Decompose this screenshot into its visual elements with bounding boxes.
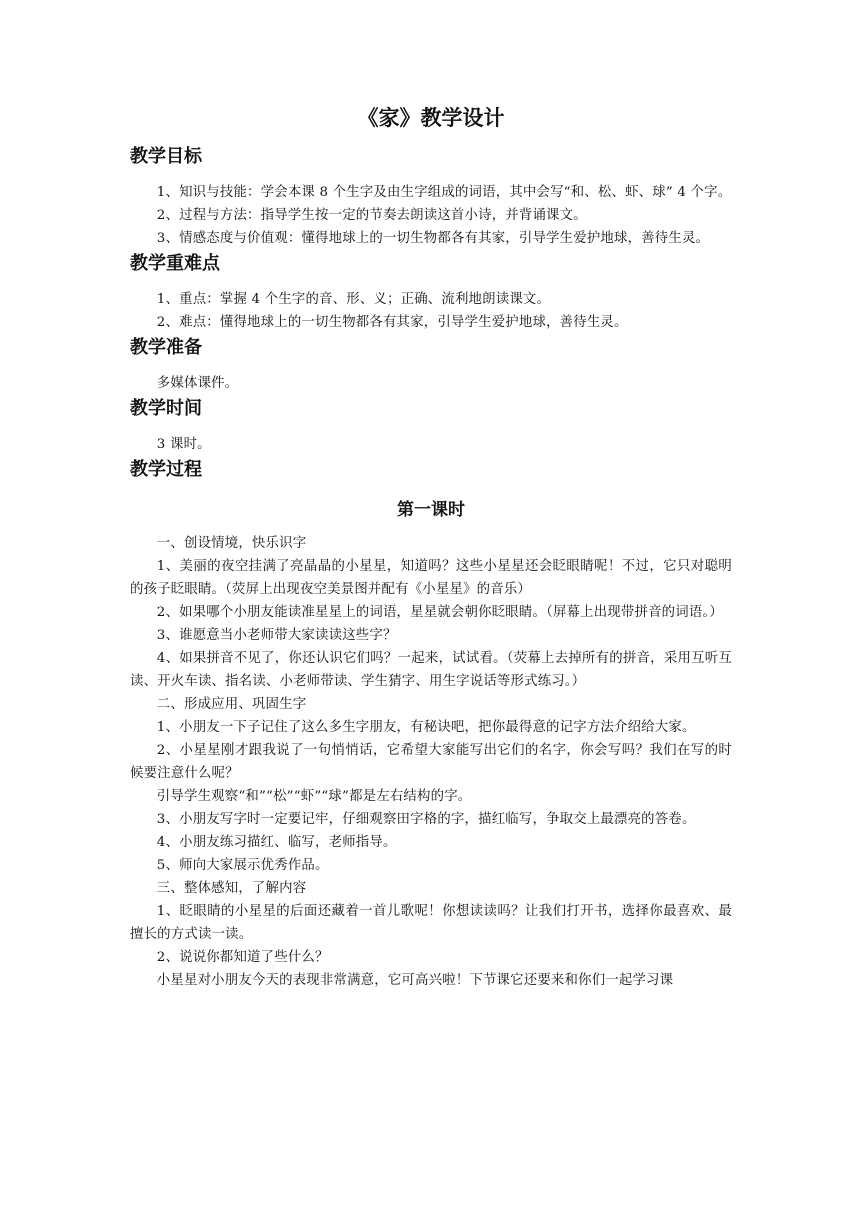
section-heading: 教学时间 xyxy=(130,398,202,419)
lesson-body xyxy=(130,532,732,992)
paragraph: 三、整体感知，了解内容 xyxy=(156,881,307,896)
paragraph: 二、形成应用、巩固生字 xyxy=(156,697,307,712)
paragraph: 2、小星星刚才跟我说了一句悄悄话，它希望大家能写出它们的名字，你会写吗？我们在写的时候要注意什么呢？ xyxy=(130,743,732,781)
paragraph: 引导学生观察“和”“松”“虾”“球”都是左右结构的字。 xyxy=(156,789,472,804)
paragraph: 3、谁愿意当小老师带大家读读这些字？ xyxy=(156,628,397,643)
paragraph: 4、小朋友练习描红、临写，老师指导。 xyxy=(156,835,397,850)
paragraph: 一、创设情境，快乐识字 xyxy=(156,536,307,551)
section-heading: 教学准备 xyxy=(130,337,202,358)
paragraph: 3、情感态度与价值观：懂得地球上的一切生物都各有其家，引导学生爱护地球，善待生灵。 xyxy=(156,231,710,246)
paragraph: 1、眨眼睛的小星星的后面还藏着一首儿歌呢！你想读读吗？让我们打开书，选择你最喜欢、最擅长的方式读一读。 xyxy=(130,904,732,942)
paragraph: 2、难点：懂得地球上的一切生物都各有其家，引导学生爱护地球，善待生灵。 xyxy=(156,315,628,330)
section-key-points xyxy=(130,250,732,334)
paragraph: 3 课时。 xyxy=(156,437,211,452)
paragraph: 2、说说你都知道了些什么？ xyxy=(156,950,329,965)
section-objectives xyxy=(130,143,732,250)
paragraph: 3、小朋友写字时一定要记牢，仔细观察田字格的字，描红临写，争取交上最漂亮的答卷。 xyxy=(156,812,696,827)
paragraph: 1、美丽的夜空挂满了亮晶晶的小星星，知道吗？这些小星星还会眨眼睛呢！不过，它只对聪明的孩子眨眼睛。（荧屏上出现夜空美景图并配有《小星星》的音乐） xyxy=(130,559,732,597)
paragraph: 2、过程与方法：指导学生按一定的节奏去朗读这首小诗，并背诵课文。 xyxy=(156,208,587,223)
document-title: 《家》教学设计 xyxy=(357,106,505,130)
paragraph: 1、重点：掌握 4 个生字的音、形、义；正确、流利地朗读课文。 xyxy=(156,292,551,307)
paragraph: 1、知识与技能：学会本课 8 个生字及由生字组成的词语，其中会写“和、松、虾、球” 4 个字。 xyxy=(156,185,732,200)
section-time xyxy=(130,395,732,456)
paragraph: 5、师向大家展示优秀作品。 xyxy=(156,858,329,873)
section-heading: 教学过程 xyxy=(130,459,202,480)
paragraph: 1、小朋友一下子记住了这么多生字朋友，有秘诀吧，把你最得意的记字方法介绍给大家。 xyxy=(156,720,696,735)
section-heading: 教学目标 xyxy=(130,146,202,167)
paragraph: 2、如果哪个小朋友能读准星星上的词语，星星就会朝你眨眼睛。（屏幕上出现带拼音的词语。） xyxy=(156,605,723,620)
paragraph: 4、如果拼音不见了，你还认识它们吗？一起来，试试看。（荧幕上去掉所有的拼音，采用互听互读、开火车读、指名读、小老师带读、学生猜字、用生字说话等形式练习。） xyxy=(130,651,732,689)
section-heading: 教学重难点 xyxy=(130,253,220,274)
section-process xyxy=(130,456,732,484)
paragraph: 多媒体课件。 xyxy=(156,376,239,391)
lesson-subtitle: 第一课时 xyxy=(397,500,465,520)
paragraph: 小星星对小朋友今天的表现非常满意，它可高兴啦！下节课它还要来和你们一起学习课 xyxy=(156,973,674,988)
section-preparation xyxy=(130,334,732,395)
